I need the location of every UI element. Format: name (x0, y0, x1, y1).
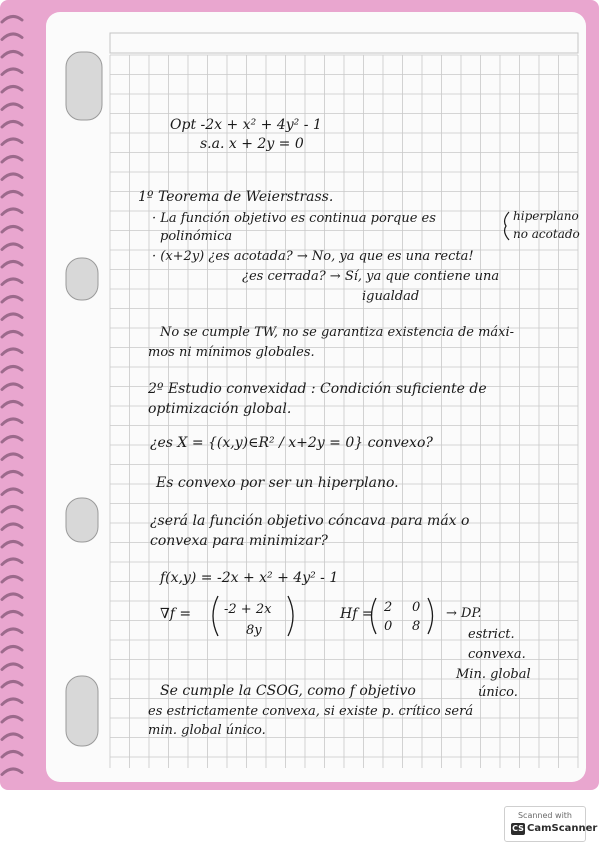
section-1-title: 1º Teorema de Weierstrass. (138, 189, 334, 205)
hessian-conclusion-5: único. (478, 685, 518, 700)
gradient-entry-1: -2 + 2x (224, 602, 272, 617)
scanner-badge (504, 806, 598, 842)
set-convexity-answer: Es convexo por ser un hiperplano. (156, 475, 399, 491)
final-conclusion-2: es estrictamente convexa, si existe p. crítico será (148, 704, 474, 719)
conclusion-tw-1: No se cumple TW, no se garantiza existencia de máxi- (160, 325, 515, 340)
gradient-entry-2: 8y (246, 623, 262, 638)
hessian-entry-1-2: 0 (412, 600, 421, 615)
hessian-conclusion-3: convexa. (468, 647, 526, 662)
scanner-badge-brand: CamScanner (527, 823, 598, 834)
hessian-label: Hf = (340, 606, 374, 622)
binding-hole (66, 676, 98, 746)
camscanner-logo-icon: CS (512, 824, 524, 833)
set-convexity-question: ¿es X = {(x,y)∈R² / x+2y = 0} convexo? (150, 435, 433, 451)
continuity-note-cont: polinómica (160, 229, 233, 244)
function-definition: f(x,y) = -2x + x² + 4y² - 1 (160, 570, 339, 586)
side-note-line-1: hiperplano (513, 209, 579, 223)
conclusion-tw-2: mos ni mínimos globales. (148, 345, 315, 360)
closed-question: ¿es cerrada? → Sí, ya que contiene una (242, 269, 500, 284)
binding-hole (66, 52, 102, 120)
final-conclusion-3: min. global único. (148, 723, 266, 738)
function-convexity-question-cont: convexa para minimizar? (150, 533, 328, 549)
bounded-question: · (x+2y) ¿es acotada? → No, ya que es una recta! (152, 249, 474, 264)
scanner-badge-label: Scanned with (517, 811, 573, 820)
hessian-entry-1-1: 2 (384, 600, 393, 615)
closed-question-cont: igualdad (362, 289, 420, 304)
problem-constraint: s.a. x + 2y = 0 (200, 136, 304, 152)
section-2-title: 2º Estudio convexidad : Condición suficiente de (148, 381, 487, 397)
continuity-note: · La función objetivo es continua porque es (152, 211, 436, 226)
binding-hole (66, 498, 98, 542)
hessian-entry-2-1: 0 (384, 619, 393, 634)
function-convexity-question: ¿será la función objetivo cóncava para máx o (150, 513, 470, 529)
hessian-entry-2-2: 8 (412, 619, 421, 634)
section-2-title-cont: optimización global. (148, 401, 292, 417)
binding-hole (66, 258, 98, 300)
hessian-conclusion-4: Min. global (456, 667, 531, 682)
hessian-conclusion-1: → DP. (446, 606, 482, 621)
final-conclusion-1: Se cumple la CSOG, como f objetivo (160, 683, 416, 699)
side-note-line-2: no acotado (513, 227, 580, 241)
problem-objective: Opt -2x + x² + 4y² - 1 (170, 117, 322, 133)
gradient-label: ∇f = (160, 606, 192, 622)
hessian-conclusion-2: estrict. (468, 627, 515, 642)
